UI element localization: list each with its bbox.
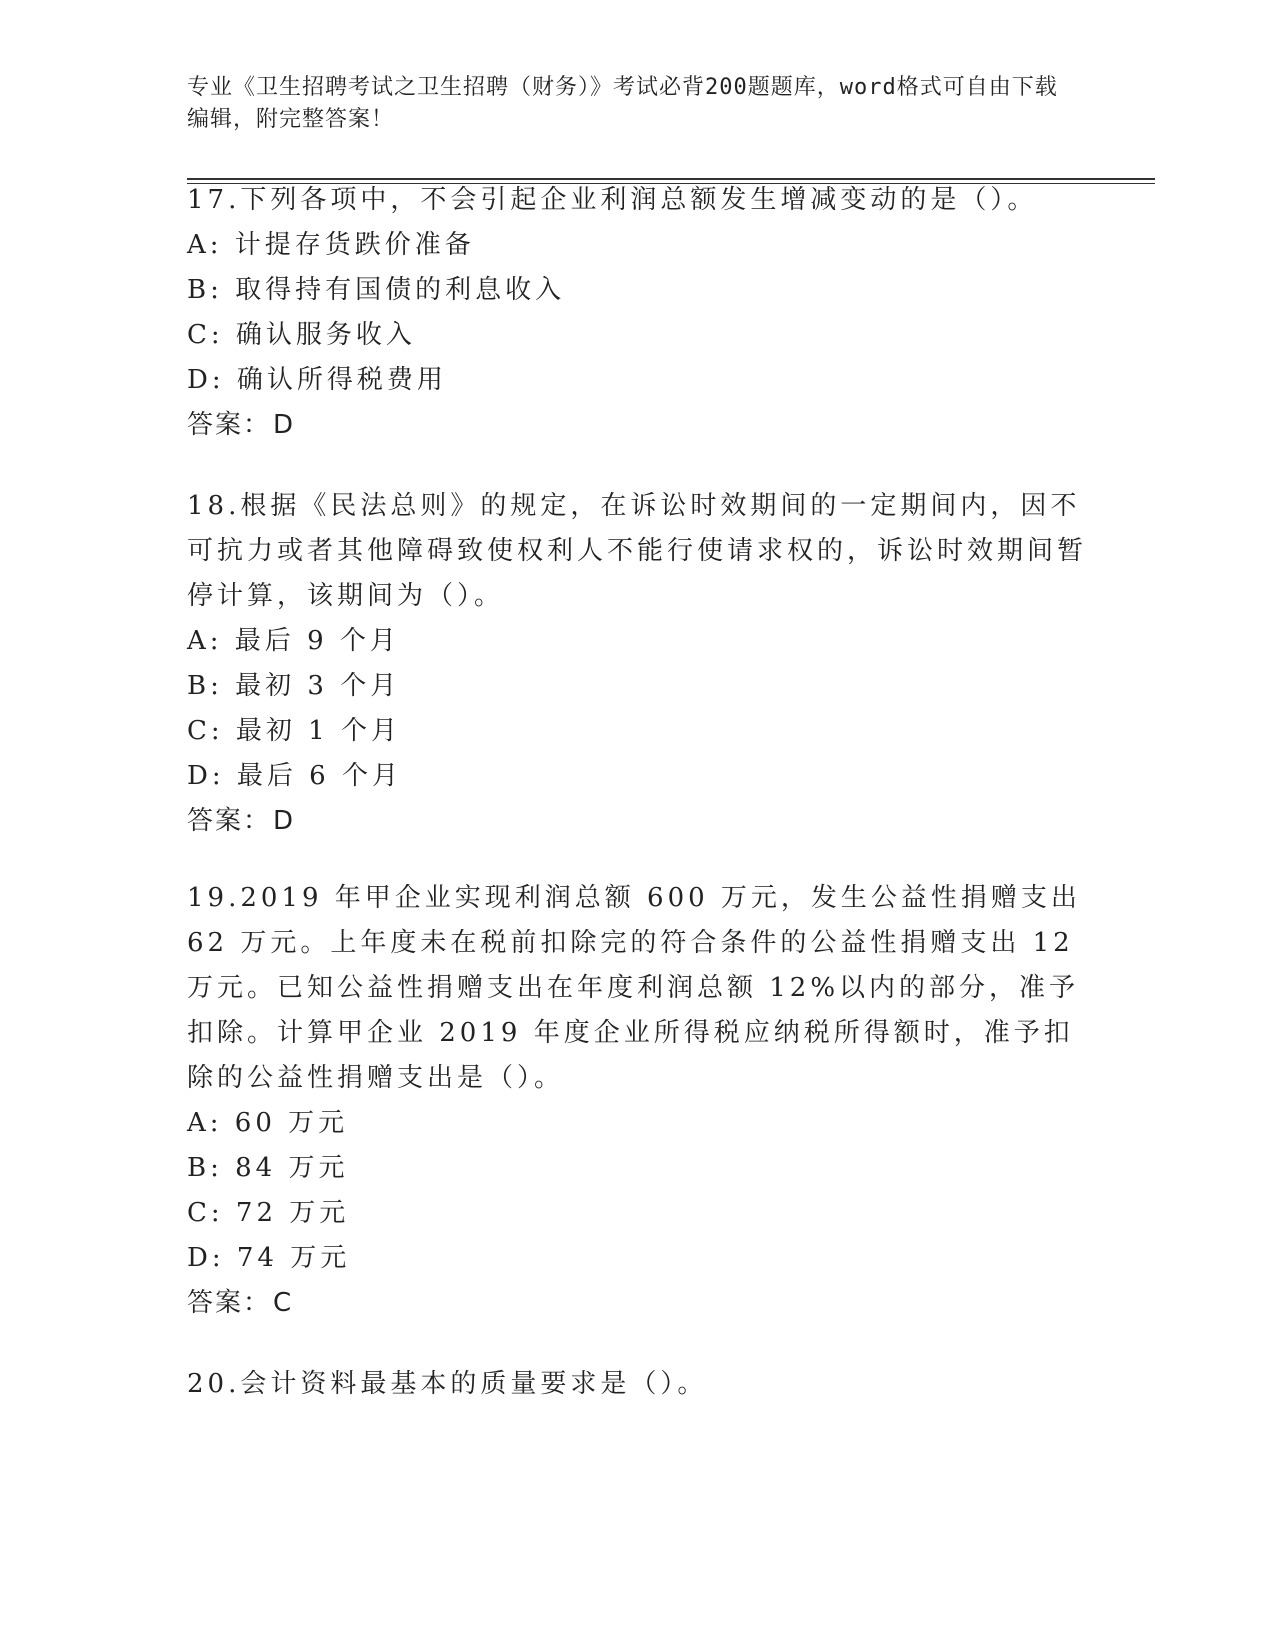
option-d: D: 74 万元: [187, 1243, 351, 1273]
question-20: [187, 1362, 1087, 1407]
option-d: D: 最后 6 个月: [187, 761, 402, 791]
answer-label: 答案：: [187, 806, 272, 836]
answer-line: [187, 403, 1087, 448]
option-a: A: 60 万元: [187, 1108, 349, 1138]
answer-value: D: [273, 410, 296, 440]
option-c: C: 最初 1 个月: [187, 716, 401, 746]
header-note: 专业《卫生招聘考试之卫生招聘（财务）》考试必背200题题库，word格式可自由下载编辑，附完整答案！: [187, 75, 1058, 132]
answer-line: [187, 1281, 1087, 1326]
question-stem: 17.下列各项中，不会引起企业利润总额发生增减变动的是（）。: [187, 185, 1038, 215]
option-c: C: 72 万元: [187, 1198, 350, 1228]
answer-value: D: [273, 806, 296, 836]
option-a: A: 计提存货跌价准备: [187, 230, 475, 260]
answer-line: [187, 799, 1087, 844]
option-c: C: 确认服务收入: [187, 320, 416, 350]
option-b: B: 最初 3 个月: [187, 671, 401, 701]
answer-value: C: [273, 1288, 294, 1318]
answer-label: 答案：: [187, 410, 272, 440]
question-stem: 18.根据《民法总则》的规定，在诉讼时效期间的一定期间内，因不可抗力或者其他障碍致使权利人不能行使请求权的，诉讼时效期间暂停计算，该期间为（）。: [187, 491, 1088, 611]
option-d: D: 确认所得税费用: [187, 365, 447, 395]
option-b: B: 取得持有国债的利息收入: [187, 275, 566, 305]
question-17: [187, 178, 1087, 448]
question-stem: 19.2019 年甲企业实现利润总额 600 万元，发生公益性捐赠支出 62 万元。上年度未在税前扣除完的符合条件的公益性捐赠支出 12 万元。已知公益性捐赠支出在年度利润总额 12%以内的部分，准予扣除。计算甲企业 2019 年度企业所得税应纳税所得额时，准予扣除的公益性捐赠支出是（）。: [187, 883, 1081, 1093]
option-a: A: 最后 9 个月: [187, 626, 400, 656]
option-b: B: 84 万元: [187, 1153, 349, 1183]
question-stem: 20.会计资料最基本的质量要求是（）。: [187, 1369, 708, 1399]
question-19: [187, 876, 1087, 1326]
question-18: [187, 484, 1087, 844]
answer-label: 答案：: [187, 1288, 272, 1318]
